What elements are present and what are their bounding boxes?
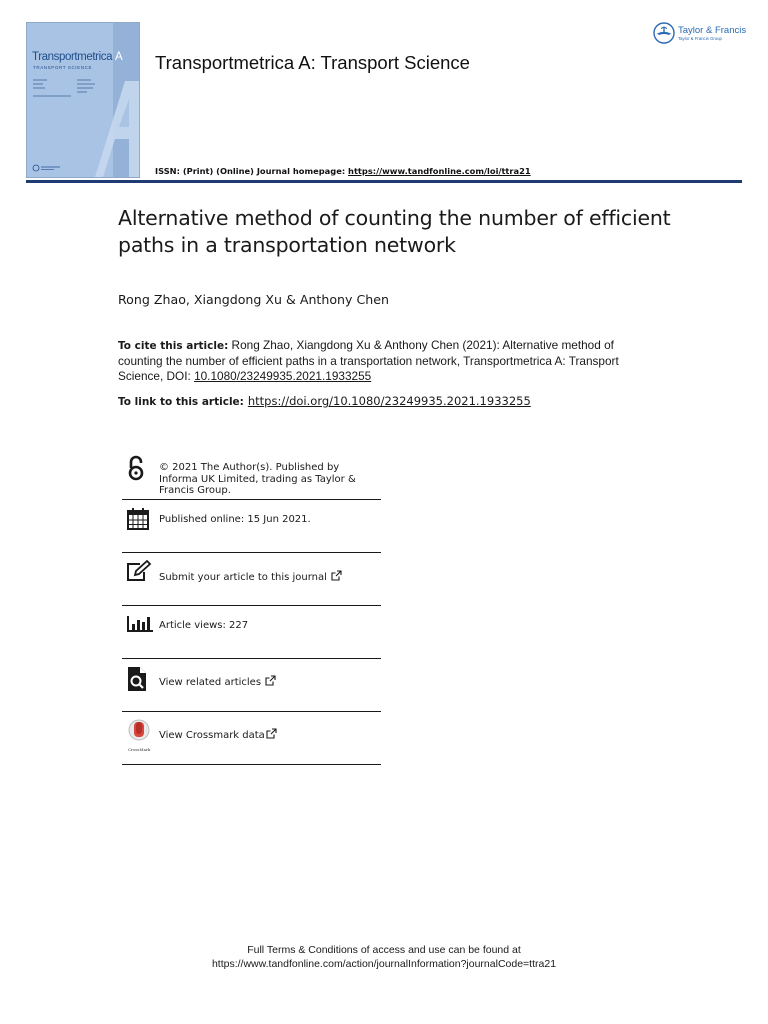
published-date-text: Published online: 15 Jun 2021. xyxy=(159,514,311,525)
header-divider xyxy=(26,180,742,183)
crossmark-text: View Crossmark data xyxy=(159,730,265,741)
related-articles-row[interactable] xyxy=(122,659,381,712)
citation-block xyxy=(118,338,658,384)
crossmark-label: CrossMark xyxy=(128,747,151,752)
terms-footer xyxy=(0,943,768,971)
article-authors: Rong Zhao, Xiangdong Xu & Anthony Chen xyxy=(118,292,390,307)
crossmark-icon xyxy=(126,719,152,745)
related-articles-icon xyxy=(126,666,148,692)
article-views-row xyxy=(122,606,381,659)
related-articles-link[interactable] xyxy=(159,675,381,689)
article-views-text: Article views: 227 xyxy=(159,620,249,631)
article-doi-link[interactable]: https://doi.org/10.1080/23249935.2021.1933255 xyxy=(247,394,531,408)
submit-article-link[interactable] xyxy=(159,570,381,584)
cover-large-letter-graphic xyxy=(95,81,140,177)
issn-label: ISSN: (Print) (Online) Journal homepage: xyxy=(155,166,349,176)
related-articles-label: View related articles xyxy=(159,677,262,688)
citation-text: Rong Zhao, Xiangdong Xu & Anthony Chen (2021): Alternative method of counting the number of efficient paths in a transportation network, Transportmetrica A: Transport Science, DOI: xyxy=(118,338,619,383)
external-link-icon xyxy=(266,728,277,739)
crossmark-row[interactable] xyxy=(122,712,381,765)
article-info-list xyxy=(122,452,381,765)
cover-subtitle: TRANSPORT SCIENCE xyxy=(33,65,93,70)
submit-article-row[interactable] xyxy=(122,553,381,606)
citation-label: To cite this article: xyxy=(118,340,229,352)
article-link-line xyxy=(118,394,531,408)
published-row xyxy=(122,500,381,553)
article-link-label: To link to this article: xyxy=(118,396,244,408)
calendar-icon xyxy=(126,507,150,531)
journal-title[interactable]: Transportmetrica A: Transport Science xyxy=(155,52,470,73)
publisher-logo-icon xyxy=(653,22,675,44)
bar-chart-icon xyxy=(126,614,154,634)
issn-line xyxy=(155,166,531,176)
crossmark-badge xyxy=(126,719,152,753)
submit-article-label: Submit your article to this journal xyxy=(159,572,327,583)
cover-title-letter: A xyxy=(115,51,123,63)
terms-link[interactable]: https://www.tandfonline.com/action/journalInformation?journalCode=ttra21 xyxy=(211,958,557,970)
license-row xyxy=(122,452,381,500)
publisher-logo[interactable] xyxy=(653,22,749,48)
publisher-group: Taylor & Francis Group xyxy=(678,36,722,41)
open-access-icon xyxy=(126,454,146,484)
cover-publisher-logo xyxy=(32,163,64,173)
external-link-icon xyxy=(265,675,276,686)
crossmark-link[interactable] xyxy=(159,728,381,742)
journal-cover-image[interactable] xyxy=(26,22,140,178)
terms-text: Full Terms & Conditions of access and use can be found at xyxy=(247,944,521,956)
citation-doi-link[interactable]: 10.1080/23249935.2021.1933255 xyxy=(194,369,372,383)
edit-icon xyxy=(126,560,152,584)
license-text: © 2021 The Author(s). Published by Informa UK Limited, trading as Taylor & Francis Group. xyxy=(159,462,356,496)
journal-homepage-link[interactable]: https://www.tandfonline.com/loi/ttra21 xyxy=(348,166,531,176)
external-link-icon xyxy=(331,570,342,581)
article-title: Alternative method of counting the number of efficient paths in a transportation network xyxy=(118,206,671,257)
cover-title: Transportmetrica xyxy=(32,51,113,63)
publisher-name: Taylor & Francis xyxy=(678,25,747,36)
